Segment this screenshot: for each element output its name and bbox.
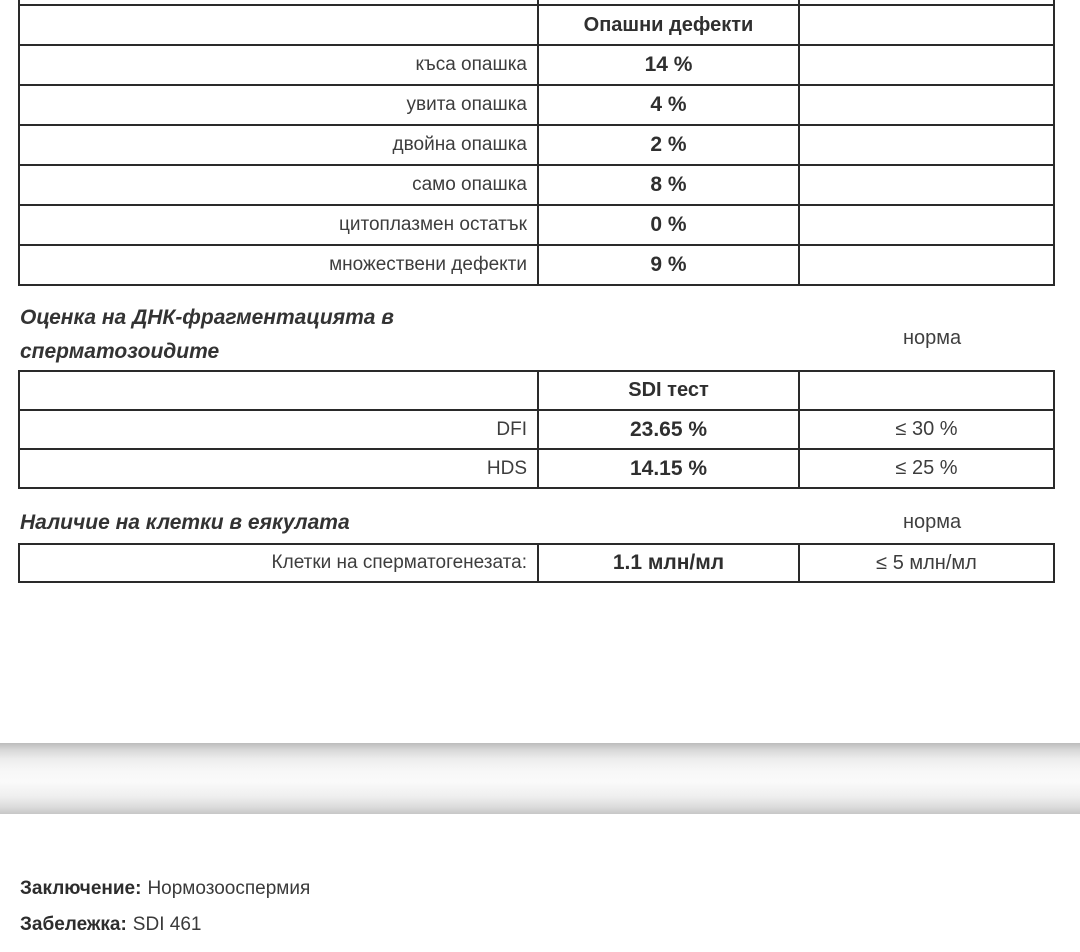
table-header-row: [19, 5, 1054, 45]
label-cell: [19, 5, 538, 45]
value-cell: 4 %: [538, 85, 799, 125]
section-title-line: Оценка на ДНК-фрагментацията в: [20, 306, 394, 329]
conclusion-value: Нормозооспермия: [147, 878, 311, 899]
table-row: [19, 544, 1054, 582]
norm-cell: [799, 165, 1054, 205]
table-row: [19, 125, 1054, 165]
value-cell: 1.1 млн/мл: [538, 544, 799, 582]
label-cell: Клетки на сперматогенезата:: [19, 544, 538, 582]
page-break-separator: [0, 743, 1080, 814]
note-line: [20, 914, 201, 936]
norm-cell: ≤ 25 %: [799, 449, 1054, 488]
table-row: [19, 245, 1054, 285]
dna-fragmentation-section-title: [20, 301, 394, 369]
label-cell: DFI: [19, 410, 538, 449]
label-cell: множествени дефекти: [19, 245, 538, 285]
label-cell: [19, 371, 538, 410]
table-header-row: [19, 371, 1054, 410]
dna-status-norm: норма: [903, 327, 962, 349]
value-cell: 14 %: [538, 45, 799, 85]
spermatogenesis-cells-table: [18, 543, 1055, 583]
table-row: [19, 205, 1054, 245]
value-cell: 9 %: [538, 245, 799, 285]
conclusion-label: Заключение:: [20, 878, 142, 899]
label-cell: само опашка: [19, 165, 538, 205]
norm-cell: ≤ 30 %: [799, 410, 1054, 449]
column-header: Опашни дефекти: [538, 5, 799, 45]
sdi-test-table: [18, 370, 1055, 489]
norm-cell: [799, 371, 1054, 410]
cells-section-title: Наличие на клетки в еякулата: [20, 511, 350, 534]
label-cell: двойна опашка: [19, 125, 538, 165]
value-cell: 0 %: [538, 205, 799, 245]
norm-cell: [799, 205, 1054, 245]
value-cell: 2 %: [538, 125, 799, 165]
tail-defects-table: [18, 0, 1055, 286]
value-cell: 8 %: [538, 165, 799, 205]
norm-cell: [799, 5, 1054, 45]
value-cell: 14.15 %: [538, 449, 799, 488]
value-cell: 23.65 %: [538, 410, 799, 449]
table-row: [19, 45, 1054, 85]
note-label: Забележка:: [20, 914, 127, 935]
label-cell: къса опашка: [19, 45, 538, 85]
norm-cell: [799, 45, 1054, 85]
section-title-line: сперматозоидите: [20, 340, 220, 363]
norm-cell: [799, 125, 1054, 165]
table-row: [19, 165, 1054, 205]
norm-cell: [799, 245, 1054, 285]
label-cell: цитоплазмен остатък: [19, 205, 538, 245]
label-cell: увита опашка: [19, 85, 538, 125]
cells-status-norm: норма: [903, 511, 962, 533]
table-row: [19, 449, 1054, 488]
table-row: [19, 410, 1054, 449]
conclusion-line: [20, 878, 310, 900]
column-header: SDI тест: [538, 371, 799, 410]
table-row: [19, 85, 1054, 125]
norm-cell: ≤ 5 млн/мл: [799, 544, 1054, 582]
norm-cell: [799, 85, 1054, 125]
label-cell: HDS: [19, 449, 538, 488]
note-value: SDI 461: [132, 914, 202, 935]
